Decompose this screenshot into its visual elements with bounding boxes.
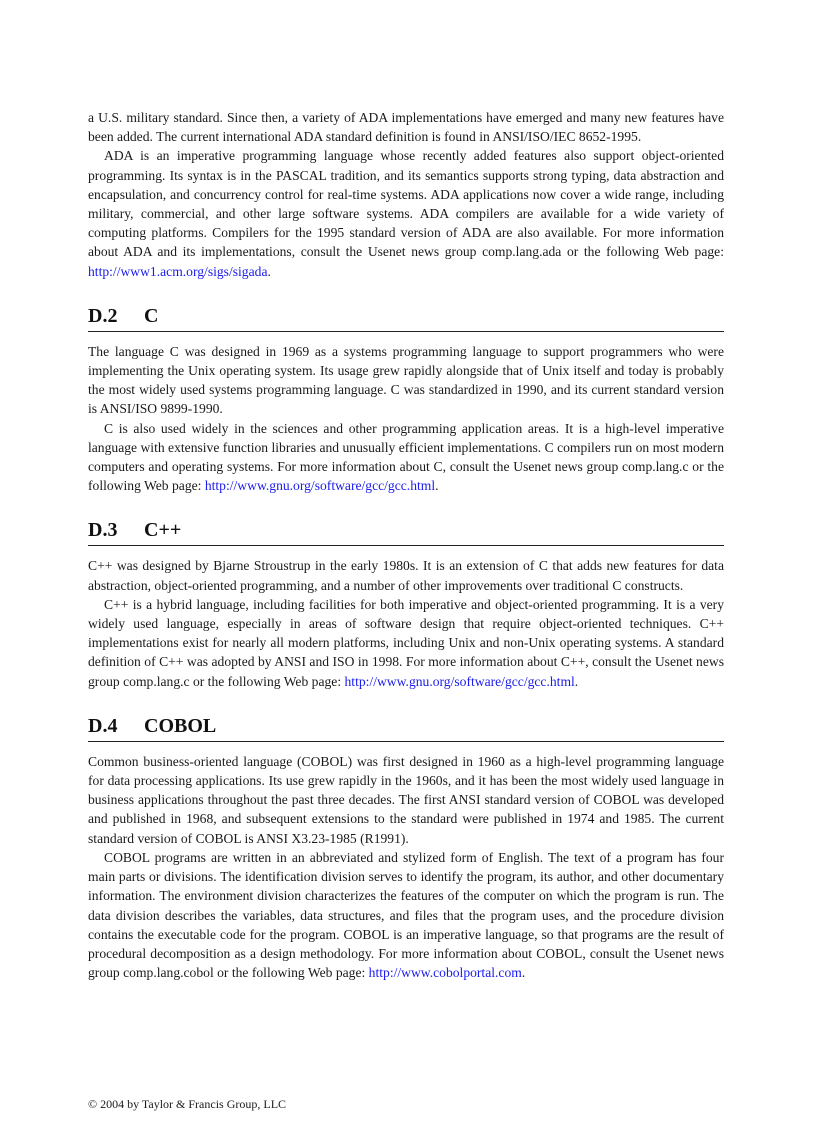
c-web-link[interactable]: http://www.gnu.org/software/gcc/gcc.html xyxy=(204,478,436,494)
cobol-web-link[interactable]: http://www.cobolportal.com xyxy=(368,965,522,981)
cobol-paragraph-2: COBOL programs are written in an abbreviated and stylized form of English. The text of a program has four main parts or divisions. The identification division serves to identify the program, its author, and other documentary information. The environment division characterizes the features of the computer on which the program is run. The data division describes the variables, data structures, and files that the program uses, and the procedure division contains the executable code for the program. COBOL is an imperative language, so that programs are the result of procedural decomposition as a design methodology. For more information about COBOL, consult the Usenet news group comp.lang.cobol or the following Web page: http://www.cobolportal.com. xyxy=(88,849,724,981)
cpp-web-link[interactable]: http://www.gnu.org/software/gcc/gcc.html xyxy=(344,673,575,689)
section-number: D.4 xyxy=(88,714,118,737)
page-body xyxy=(88,108,724,982)
section-title: C xyxy=(144,304,159,327)
section-title: COBOL xyxy=(144,714,217,737)
section-heading-cpp xyxy=(88,517,724,546)
section-number: D.2 xyxy=(88,304,118,327)
cpp-paragraph-1: C++ was designed by Bjarne Stroustrup in the early 1980s. It is an extension of C that adds new features for data abstraction, object-oriented programming, and a number of other improvements over traditional C constructs. xyxy=(88,558,724,593)
c-paragraph-2: C is also used widely in the sciences and other programming application areas. It is a high-level imperative language with extensive function libraries and unusually efficient implementations. C compilers run on most modern computers and operating systems. For more information about C, consult the Usenet news group comp.lang.c or the following Web page: http://www.gnu.org/software/gcc/gcc.html. xyxy=(88,420,724,494)
ada-paragraph-2: ADA is an imperative programming language whose recently added features also support object-oriented programming. Its syntax is in the PASCAL tradition, and its semantics supports strong typing, data abstraction and encapsulation, and concurrency control for real-time systems. ADA applications now cover a wide range, including military, commercial, and other large software systems. ADA compilers are available for a wide variety of computing platforms. Compilers for the 1995 standard version of ADA are also available. For more information about ADA and its implementations, consult the Usenet news group comp.lang.ada or the following Web page: http://www1.acm.org/sigs/sigada. xyxy=(88,148,724,279)
section-number: D.3 xyxy=(88,519,118,542)
c-paragraph-1: The language C was designed in 1969 as a systems programming language to support programmers who were implementing the Unix operating system. Its usage grew rapidly alongside that of Unix itself and today is probably the most widely used systems programming language. C was standardized in 1990, and its current standard version is ANSI/ISO 9899-1990. xyxy=(88,343,724,417)
c-paragraph-2-text: C is also used widely in the sciences and other programming application areas. It is a high-level imperative language with extensive function libraries and unusually efficient implementations. C compilers run on most modern computers and operating systems. For more information about C, consult the Usenet news group comp.lang.c or the following Web page: xyxy=(88,420,724,494)
cobol-paragraph-2-text: COBOL programs are written in an abbreviated and stylized form of English. The text of a program has four main parts or divisions. The identification division serves to identify the program, its author, and other documentary information. The environment division characterizes the features of the computer on which the program is run. The data division describes the variables, data structures, and files that the program uses, and the procedure division contains the executable code for the program. COBOL is an imperative language, so that programs are the result of procedural decomposition as a design methodology. For more information about COBOL, consult the Usenet news group comp.lang.cobol or the following Web page: xyxy=(88,849,724,981)
ada-web-link[interactable]: http://www1.acm.org/sigs/sigada xyxy=(88,263,268,279)
cobol-paragraph-1: Common business-oriented language (COBOL) was first designed in 1960 as a high-level programming language for data processing applications. Its use grew rapidly in the 1960s, and it has been the most widely used language in business applications throughout the past three decades. The first ANSI standard version of COBOL was developed and published in 1968, and subsequent extensions to the standard were published in 1974 and 1985. The current standard version of COBOL is ANSI X3.23-1985 (R1991). xyxy=(88,753,724,846)
ada-paragraph-2-text: ADA is an imperative programming language whose recently added features also support object-oriented programming. Its syntax is in the PASCAL tradition, and its semantics supports strong typing, data abstraction and encapsulation, and concurrency control for real-time systems. ADA applications now cover a wide range, including military, commercial, and other large software systems. ADA compilers are available for a wide variety of computing platforms. Compilers for the 1995 standard version of ADA are also available. For more information about ADA and its implementations, consult the Usenet news group comp.lang.ada or the following Web page: xyxy=(88,148,724,260)
section-title: C++ xyxy=(144,519,182,542)
section-heading-c xyxy=(88,303,724,332)
cpp-paragraph-2: C++ is a hybrid language, including facilities for both imperative and object-oriented programming. It is a very widely used language, especially in areas of software design that require object-oriented techniques. C++ implementations exist for nearly all modern platforms, including Unix and non-Unix operating systems. A standard definition of C++ was adopted by ANSI and ISO in 1998. For more information about C++, consult the Usenet news group comp.lang.c or the following Web page: http://www.gnu.org/software/gcc/gcc.html. xyxy=(88,596,724,689)
section-heading-cobol xyxy=(88,713,724,742)
copyright-footer: © 2004 by Taylor & Francis Group, LLC xyxy=(88,1097,287,1111)
ada-paragraph-1: a U.S. military standard. Since then, a variety of ADA implementations have emerged and many new features have been added. The current international ADA standard definition is found in ANSI/ISO/IEC 8652-1995. xyxy=(88,110,724,145)
cpp-paragraph-2-text: C++ is a hybrid language, including facilities for both imperative and object-oriented programming. It is a very widely used language, especially in areas of software design that require object-oriented techniques. C++ implementations exist for nearly all modern platforms, including Unix and non-Unix operating systems. A standard definition of C++ was adopted by ANSI and ISO in 1998. For more information about C++, consult the Usenet news group comp.lang.c or the following Web page: xyxy=(88,596,724,689)
